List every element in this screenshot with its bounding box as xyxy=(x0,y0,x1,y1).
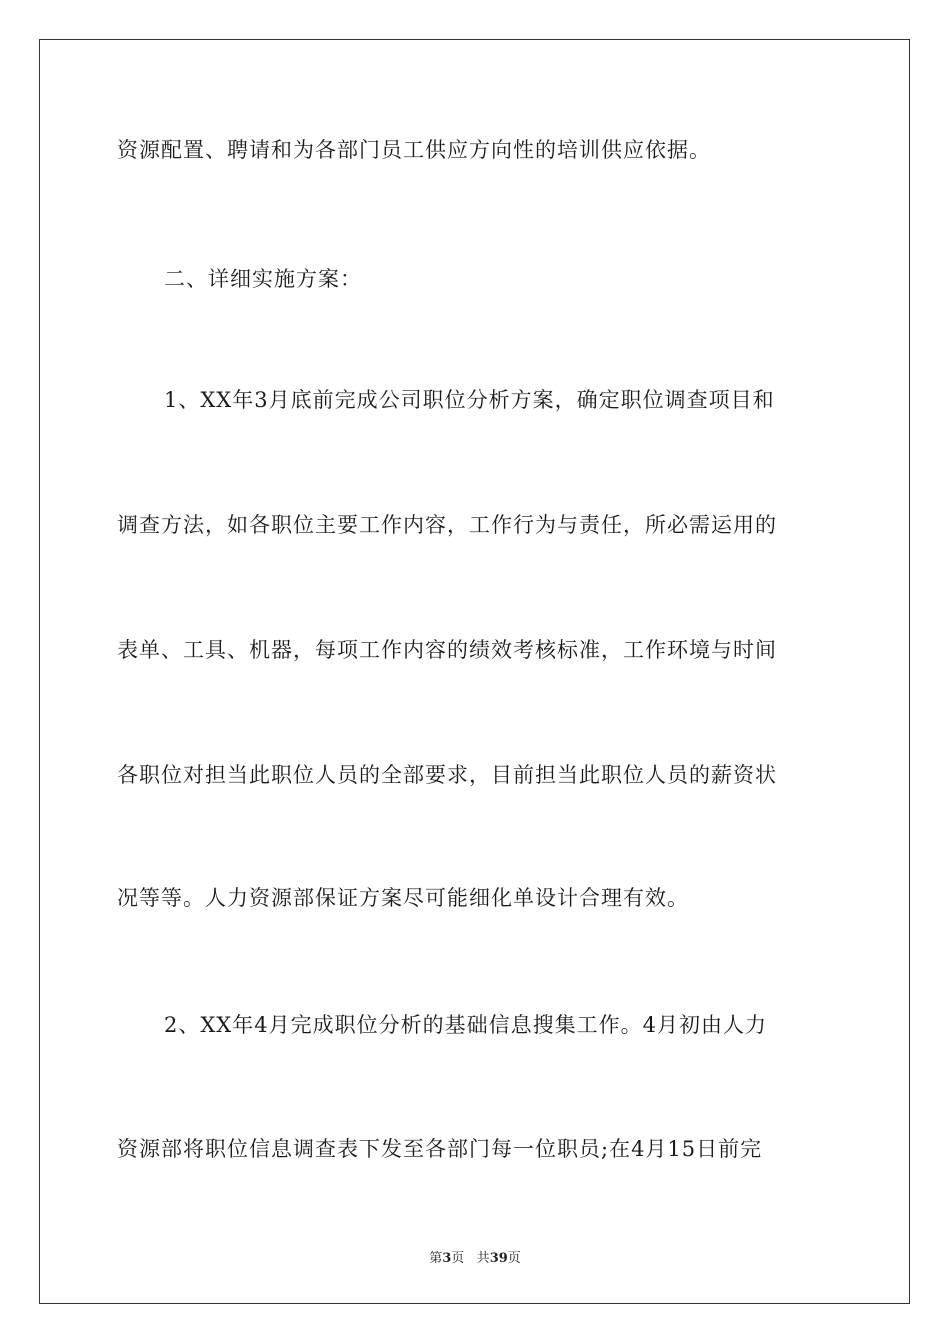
body-line-3: 1、XX年3月底前完成公司职位分析方案，确定职位调查项目和 xyxy=(164,388,775,412)
footer-page-prefix: 第 xyxy=(429,1251,443,1266)
body-line-5: 表单、工具、机器，每项工作内容的绩效考核标准，工作环境与时间 xyxy=(117,638,777,662)
body-line-4: 调查方法，如各职位主要工作内容，工作行为与责任，所必需运用的 xyxy=(117,513,777,537)
footer-total-prefix: 共 xyxy=(476,1251,490,1266)
footer-page-number: 3 xyxy=(442,1251,452,1266)
footer-page-suffix: 页 xyxy=(451,1251,465,1266)
body-line-1: 资源配置、聘请和为各部门员工供应方向性的培训供应依据。 xyxy=(117,138,711,162)
body-line-9: 资源部将职位信息调查表下发至各部门每一位职员;在4月15日前完 xyxy=(117,1137,763,1161)
body-line-8: 2、XX年4月完成职位分析的基础信息搜集工作。4月初由人力 xyxy=(164,1013,767,1037)
footer-total-pages: 39 xyxy=(489,1251,508,1266)
body-line-6: 各职位对担当此职位人员的全部要求，目前担当此职位人员的薪资状 xyxy=(117,763,777,787)
page-border xyxy=(39,39,910,1304)
page-footer xyxy=(0,1247,950,1266)
body-line-7: 况等等。人力资源部保证方案尽可能细化单设计合理有效。 xyxy=(117,886,689,910)
section-heading: 二、详细实施方案： xyxy=(164,267,362,291)
footer-total-suffix: 页 xyxy=(507,1251,521,1266)
